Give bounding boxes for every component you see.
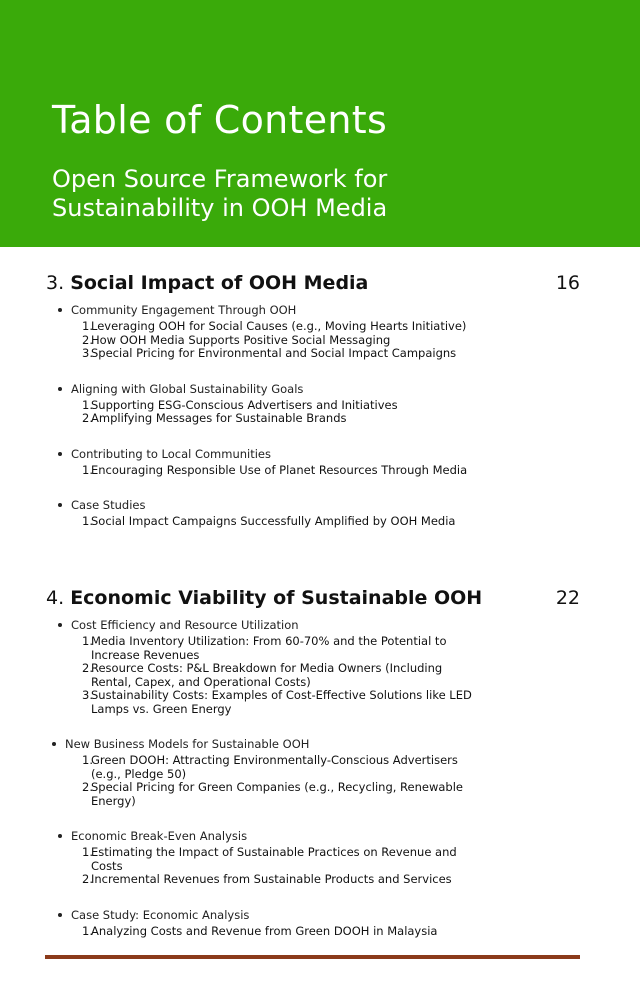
sub-item[interactable]: 1. Green DOOH: Attracting Environmentally-Conscious Advertisers (e.g., Pledge 50) [82, 753, 458, 781]
sub-item[interactable]: 1. Estimating the Impact of Sustainable Practices on Revenue and Costs [82, 845, 457, 873]
bullet-label: New Business Models for Sustainable OOH [65, 737, 310, 751]
footer-divider [45, 955, 580, 959]
sub-item[interactable]: 1. Leveraging OOH for Social Causes (e.g., Moving Hearts Initiative) [82, 319, 467, 333]
toc-group [0, 826, 640, 887]
toc-group [0, 734, 640, 808]
bullet-icon [58, 308, 62, 312]
toc-bullet[interactable] [0, 379, 640, 399]
subtitle-line-1: Open Source Framework for [52, 165, 388, 193]
bullet-label: Aligning with Global Sustainability Goals [71, 381, 304, 396]
toc-section-4 [0, 583, 640, 938]
section-heading[interactable] [0, 583, 640, 613]
sub-item[interactable]: 2. Resource Costs: P&L Breakdown for Media Owners (Including Rental, Capex, and Operational Costs) [82, 661, 443, 689]
bullet-label: Economic Break-Even Analysis [71, 829, 248, 843]
toc-group [0, 444, 640, 478]
bullet-icon [58, 623, 62, 627]
sub-item[interactable]: 1. Media Inventory Utilization: From 60-70% and the Potential to Increase Revenues [82, 634, 447, 662]
section-heading[interactable] [0, 268, 640, 298]
sub-item[interactable]: 3. Sustainability Costs: Examples of Cost-Effective Solutions like LED Lamps vs. Green Energy [82, 688, 472, 716]
section-page-number: 16 [555, 272, 580, 294]
toc-group [0, 300, 640, 361]
bullet-label: Case Study: Economic Analysis [71, 907, 250, 922]
sub-item[interactable]: 2. How OOH Media Supports Positive Social Messaging [82, 332, 391, 347]
toc-bullet[interactable] [0, 734, 640, 754]
sub-item[interactable]: 1. Encouraging Responsible Use of Planet Resources Through Media [82, 462, 468, 477]
toc-group [0, 615, 640, 716]
page-subtitle [52, 165, 387, 224]
section-number: 4. [46, 587, 65, 609]
sub-list [0, 925, 640, 939]
section-number: 3. [46, 272, 65, 294]
bullet-label: Cost Efficiency and Resource Utilization [71, 618, 299, 632]
bullet-icon [58, 452, 62, 456]
section-title: Social Impact of OOH Media [70, 272, 369, 294]
toc-group [0, 379, 640, 426]
bullet-label: Case Studies [71, 498, 146, 512]
toc-bullet[interactable] [0, 905, 640, 925]
sub-item[interactable]: 2. Amplifying Messages for Sustainable Brands [82, 411, 347, 425]
bullet-icon [58, 913, 62, 917]
toc-bullet[interactable] [0, 444, 640, 464]
sub-list [0, 754, 640, 808]
toc-group [0, 905, 640, 939]
sub-item[interactable]: 1. Supporting ESG-Conscious Advertisers and Initiatives [82, 397, 398, 412]
sub-list [0, 399, 640, 426]
sub-item[interactable]: 3. Special Pricing for Environmental and Social Impact Campaigns [82, 346, 457, 360]
toc-section-3 [0, 268, 640, 529]
page-title: Table of Contents [52, 98, 388, 142]
toc-bullet[interactable] [0, 615, 640, 635]
header-banner [0, 0, 640, 247]
bullet-label: Community Engagement Through OOH [71, 303, 297, 317]
section-title: Economic Viability of Sustainable OOH [70, 587, 483, 609]
bullet-icon [58, 834, 62, 838]
toc-bullet[interactable] [0, 826, 640, 846]
sub-item[interactable]: 1. Social Impact Campaigns Successfully Amplified by OOH Media [82, 514, 456, 528]
toc-bullet[interactable] [0, 495, 640, 515]
toc-bullet[interactable] [0, 300, 640, 320]
sub-list [0, 515, 640, 529]
bullet-icon [58, 387, 62, 391]
sub-item[interactable]: 2. Special Pricing for Green Companies (e.g., Recycling, Renewable Energy) [82, 780, 463, 808]
subtitle-line-2: Sustainability in OOH Media [52, 194, 388, 223]
bullet-icon [58, 503, 62, 507]
bullet-icon [52, 742, 56, 746]
sub-item[interactable]: 2. Incremental Revenues from Sustainable Products and Services [82, 872, 452, 886]
sub-list [0, 635, 640, 716]
sub-list [0, 320, 640, 361]
sub-item[interactable]: 1. Analyzing Costs and Revenue from Green DOOH in Malaysia [82, 923, 438, 938]
toc-group [0, 495, 640, 529]
bullet-label: Contributing to Local Communities [71, 446, 271, 461]
sub-list [0, 846, 640, 887]
sub-list [0, 464, 640, 478]
section-page-number: 22 [555, 587, 580, 609]
